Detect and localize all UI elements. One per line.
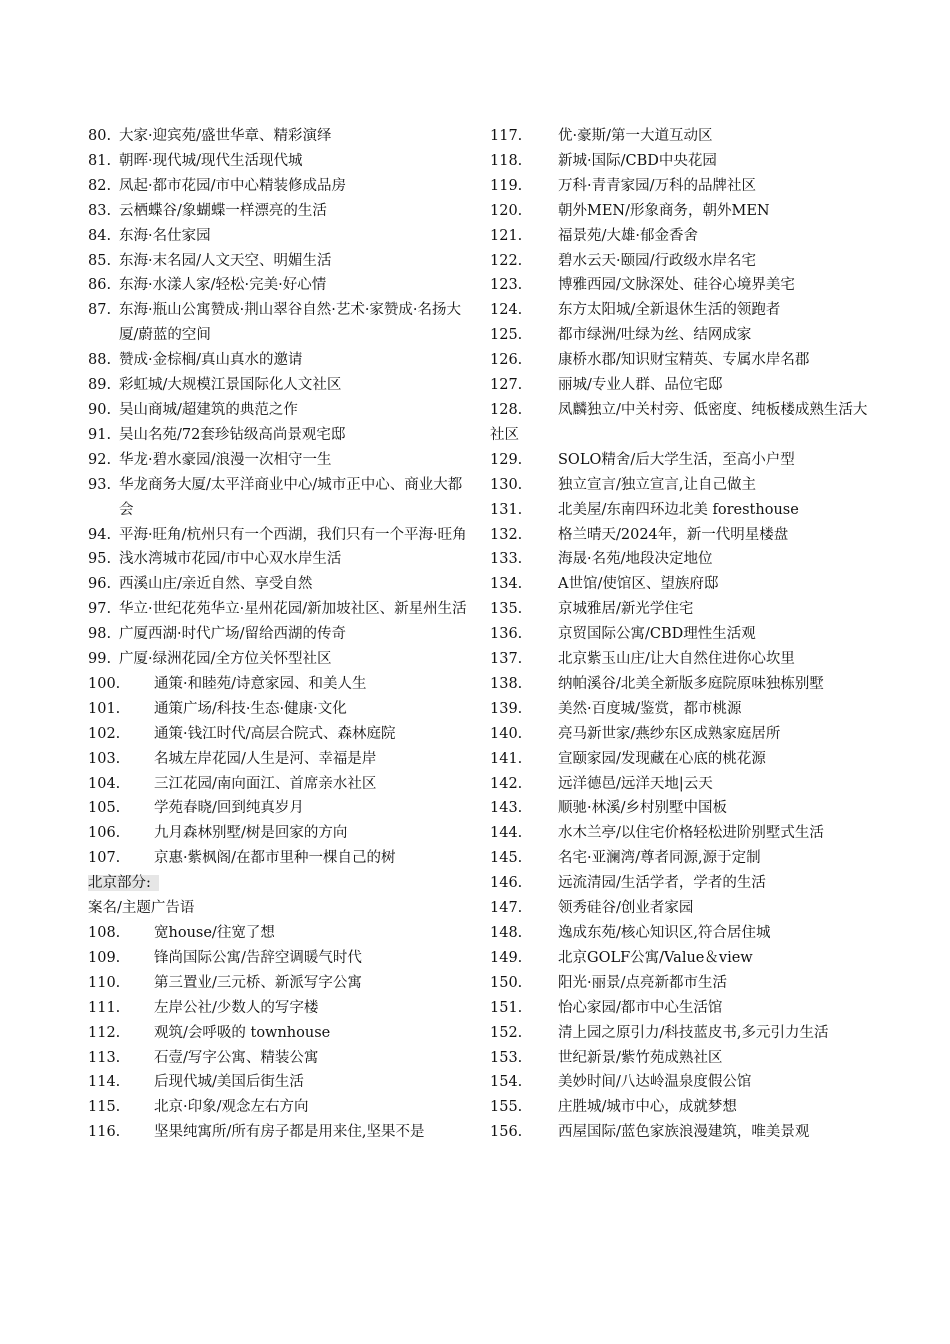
item-text: 京惠·紫枫阁/在都市里种一棵自己的树 xyxy=(154,850,396,867)
item-number: 114. xyxy=(88,1074,121,1091)
item-text: 通策·和睦苑/诗意家园、和美人生 xyxy=(154,675,367,692)
item-number: 109. xyxy=(88,949,121,966)
item-number: 96. xyxy=(88,576,112,593)
list-item xyxy=(490,224,870,249)
item-text: 领秀硅谷/创业者家园 xyxy=(558,900,694,917)
list-item xyxy=(88,398,470,423)
list-item xyxy=(490,273,870,298)
list-item xyxy=(490,971,870,996)
list-item xyxy=(88,373,470,398)
list-item xyxy=(490,946,870,971)
item-text: 广厦西湖·时代广场/留给西湖的传奇 xyxy=(119,626,346,643)
section-heading-text: 北京部分: xyxy=(88,875,159,891)
list-item xyxy=(490,199,870,224)
list-item xyxy=(88,971,470,996)
item-text: 格兰晴天/2024年，新一代明星楼盘 xyxy=(558,526,789,543)
item-number: 110. xyxy=(88,974,121,991)
list-item xyxy=(490,647,870,672)
item-number: 137. xyxy=(490,651,523,668)
list-item xyxy=(88,722,470,747)
item-text: SOLO精舍/后大学生活，至高小户型 xyxy=(558,451,795,468)
item-number: 89. xyxy=(88,377,112,394)
list-item xyxy=(490,498,870,523)
item-number: 104. xyxy=(88,775,121,792)
item-text: 华龙·碧水豪园/浪漫一次相守一生 xyxy=(119,451,332,468)
list-item xyxy=(490,398,870,448)
item-number: 126. xyxy=(490,352,523,369)
list-item xyxy=(490,473,870,498)
list-item xyxy=(490,697,870,722)
item-text: 京贸国际公寓/CBD理性生活观 xyxy=(558,626,756,643)
item-text: 通策广场/科技·生态·健康·文化 xyxy=(154,700,347,717)
item-text: 纳帕溪谷/北美全新版多庭院原味独栋别墅 xyxy=(558,675,824,692)
list-item xyxy=(88,473,470,523)
list-item xyxy=(490,772,870,797)
item-number: 127. xyxy=(490,377,523,394)
item-text: 平海·旺角/杭州只有一个西湖，我们只有一个平海·旺角 xyxy=(119,526,467,543)
list-item xyxy=(490,796,870,821)
item-number: 88. xyxy=(88,352,112,369)
right-column xyxy=(490,124,870,1145)
list-item xyxy=(490,523,870,548)
item-number: 111. xyxy=(88,999,121,1016)
item-number: 105. xyxy=(88,800,121,817)
list-item xyxy=(490,597,870,622)
item-number: 150. xyxy=(490,974,523,991)
list-item xyxy=(490,921,870,946)
item-text: 北京·印象/观念左右方向 xyxy=(154,1099,309,1116)
item-number: 108. xyxy=(88,925,121,941)
list-item xyxy=(490,124,870,149)
list-item xyxy=(88,423,470,448)
list-item xyxy=(88,622,470,647)
item-number: 154. xyxy=(490,1074,523,1091)
item-text: 逸成东苑/核心知识区,符合居住城 xyxy=(558,925,771,941)
item-number: 112. xyxy=(88,1024,121,1041)
list-item xyxy=(490,996,870,1021)
item-number: 119. xyxy=(490,177,523,194)
item-number: 92. xyxy=(88,451,112,468)
list-item xyxy=(490,622,870,647)
item-number: 84. xyxy=(88,227,112,244)
item-text: 远流清园/生活学者，学者的生活 xyxy=(558,875,766,892)
list-item xyxy=(88,523,470,548)
item-number: 156. xyxy=(490,1124,523,1141)
item-number: 132. xyxy=(490,526,523,543)
item-text: 京城雅居/新光学住宅 xyxy=(558,601,694,618)
list-item xyxy=(88,647,470,672)
list-item xyxy=(88,821,470,846)
list-item xyxy=(88,672,470,697)
item-number: 123. xyxy=(490,277,523,294)
item-number: 145. xyxy=(490,850,523,867)
list-item xyxy=(490,722,870,747)
list-item xyxy=(88,348,470,373)
left-column xyxy=(88,124,470,1145)
list-item xyxy=(490,323,870,348)
list-item xyxy=(88,747,470,772)
item-number: 147. xyxy=(490,900,523,917)
item-number: 141. xyxy=(490,750,523,767)
item-text: 赞成·金棕榈/真山真水的邀请 xyxy=(119,352,303,369)
list-item xyxy=(490,348,870,373)
item-number: 93. xyxy=(88,476,112,493)
item-text: 三江花园/南向面江、首席亲水社区 xyxy=(154,775,377,792)
list-item xyxy=(490,174,870,199)
list-item xyxy=(490,871,870,896)
item-number: 102. xyxy=(88,725,121,742)
list-item xyxy=(490,1021,870,1046)
item-text: 独立宣言/独立宣言,让自己做主 xyxy=(558,476,756,493)
item-number: 153. xyxy=(490,1049,523,1066)
item-text: 顺驰·林溪/乡村别墅中国板 xyxy=(558,800,727,817)
item-text: 第三置业/三元桥、新派写字公寓 xyxy=(154,974,362,991)
item-text: 大家·迎宾苑/盛世华章、精彩演绎 xyxy=(119,128,332,144)
item-number: 140. xyxy=(490,725,523,742)
item-number: 131. xyxy=(490,501,523,518)
list-item xyxy=(490,298,870,323)
list-item xyxy=(88,174,470,199)
item-text: 吴山商城/超建筑的典范之作 xyxy=(119,401,298,418)
item-number: 80. xyxy=(88,128,112,144)
list-item xyxy=(88,249,470,274)
item-text: 北京紫玉山庄/让大自然住进你心坎里 xyxy=(558,651,795,668)
list-item xyxy=(490,1120,870,1145)
item-number: 86. xyxy=(88,277,112,294)
item-number: 101. xyxy=(88,700,121,717)
list-item xyxy=(88,1120,470,1145)
item-number: 149. xyxy=(490,949,523,966)
item-number: 148. xyxy=(490,925,523,941)
list-item xyxy=(88,772,470,797)
item-text: 石壹/写字公寓、精装公寓 xyxy=(154,1049,319,1066)
list-item xyxy=(490,448,870,473)
item-number: 83. xyxy=(88,202,112,219)
item-number: 82. xyxy=(88,177,112,194)
item-text: 学苑春晓/回到纯真岁月 xyxy=(154,800,304,817)
item-number: 103. xyxy=(88,750,121,767)
list-item xyxy=(88,1046,470,1071)
item-text: 坚果纯寓所/所有房子都是用来住,坚果不是 xyxy=(154,1124,425,1141)
item-text: 优·豪斯/第一大道互动区 xyxy=(558,128,713,144)
list-item xyxy=(490,672,870,697)
list-item xyxy=(88,796,470,821)
item-number: 115. xyxy=(88,1099,121,1116)
item-number: 152. xyxy=(490,1024,523,1041)
list-item xyxy=(490,1070,870,1095)
item-number: 118. xyxy=(490,152,523,169)
item-text: 东海·瓶山公寓赞成·荆山翠谷自然·艺术·家赞成·名扬大厦/蔚蓝的空间 xyxy=(119,302,462,344)
item-text: 名城左岸花园/人生是河、幸福是岸 xyxy=(154,750,377,767)
item-text: 万科·青青家园/万科的品牌社区 xyxy=(558,177,756,194)
item-number: 138. xyxy=(490,675,523,692)
item-text: 怡心家园/都市中心生活馆 xyxy=(558,999,723,1016)
item-text: 丽城/专业人群、品位宅邸 xyxy=(558,377,723,394)
item-text: 阳光·丽景/点亮新都市生活 xyxy=(558,974,727,991)
list-item xyxy=(490,747,870,772)
item-number: 122. xyxy=(490,252,523,269)
list-item xyxy=(490,896,870,921)
list-item xyxy=(490,149,870,174)
list-item xyxy=(88,298,470,348)
list-item xyxy=(88,199,470,224)
item-text: 海晟·名苑/地段决定地位 xyxy=(558,551,713,568)
item-number: 124. xyxy=(490,302,523,319)
subheading: 案名/主题广告语 xyxy=(88,900,195,917)
item-text: 后现代城/美国后街生活 xyxy=(154,1074,304,1091)
item-text: 彩虹城/大规模江景国际化人文社区 xyxy=(119,377,342,394)
item-text: 观筑/会呼吸的 townhouse xyxy=(154,1024,331,1041)
item-text: 康桥水郡/知识财宝精英、专属水岸名郡 xyxy=(558,352,810,369)
item-text: 西屋国际/蓝色家族浪漫建筑，唯美景观 xyxy=(558,1124,810,1141)
item-text: 西溪山庄/亲近自然、享受自然 xyxy=(119,576,313,593)
item-text: 东海·水漾人家/轻松·完美·好心情 xyxy=(119,277,327,294)
item-number: 142. xyxy=(490,775,523,792)
item-number: 134. xyxy=(490,576,523,593)
item-number: 155. xyxy=(490,1099,523,1116)
item-number: 98. xyxy=(88,626,112,643)
list-item xyxy=(88,224,470,249)
item-text: 世纪新景/紫竹苑成熟社区 xyxy=(558,1049,723,1066)
item-number: 113. xyxy=(88,1049,121,1066)
item-number: 85. xyxy=(88,252,112,269)
item-text: 华龙商务大厦/太平洋商业中心/城市正中心、商业大都会 xyxy=(119,476,463,518)
list-item xyxy=(88,996,470,1021)
item-number: 107. xyxy=(88,850,121,867)
item-number: 87. xyxy=(88,302,112,319)
item-text: 宣颐家园/发现藏在心底的桃花源 xyxy=(558,750,766,767)
item-text: 清上园之原引力/科技蓝皮书,多元引力生活 xyxy=(558,1024,829,1041)
list-item xyxy=(88,124,470,149)
list-item xyxy=(88,921,470,946)
item-text: 华立·世纪花苑华立·星州花园/新加坡社区、新星州生活 xyxy=(119,601,467,618)
item-text: 东海·末名园/人文天空、明媚生活 xyxy=(119,252,332,269)
item-text: 水木兰亭/以住宅价格轻松进阶别墅式生活 xyxy=(558,825,824,842)
item-number: 128. xyxy=(490,401,523,418)
item-number: 143. xyxy=(490,800,523,817)
item-number: 151. xyxy=(490,999,523,1016)
item-number: 120. xyxy=(490,202,523,219)
list-item xyxy=(88,547,470,572)
item-number: 94. xyxy=(88,526,112,543)
list-item xyxy=(490,821,870,846)
item-number: 100. xyxy=(88,675,121,692)
list-item xyxy=(88,149,470,174)
list-item xyxy=(88,1021,470,1046)
list-item xyxy=(88,1070,470,1095)
list-item xyxy=(490,1095,870,1120)
item-text: 凤麟独立/中关村旁、低密度、纯板楼成熟生活大社区 xyxy=(490,401,868,443)
list-item xyxy=(490,846,870,871)
item-text: 名宅·亚澜湾/尊者同源,源于定制 xyxy=(558,850,761,867)
item-number: 106. xyxy=(88,825,121,842)
item-number: 130. xyxy=(490,476,523,493)
list-item xyxy=(88,1095,470,1120)
item-number: 97. xyxy=(88,601,112,618)
item-number: 121. xyxy=(490,227,523,244)
item-number: 136. xyxy=(490,626,523,643)
item-number: 146. xyxy=(490,875,523,892)
item-text: 九月森林别墅/树是回家的方向 xyxy=(154,825,348,842)
list-item xyxy=(88,697,470,722)
item-text: 广厦·绿洲花园/全方位关怀型社区 xyxy=(119,651,332,668)
list-item xyxy=(490,547,870,572)
item-text: 新城·国际/CBD中央花园 xyxy=(558,152,717,169)
list-item xyxy=(88,946,470,971)
item-text: 朝晖·现代城/现代生活现代城 xyxy=(119,152,303,169)
item-text: 锋尚国际公寓/告辞空调暖气时代 xyxy=(154,949,362,966)
item-text: 吴山名苑/72套珍钻级高尚景观宅邸 xyxy=(119,426,346,443)
item-text: A世馆/使馆区、望族府邸 xyxy=(558,576,719,593)
item-text: 都市绿洲/吐绿为丝、结网成家 xyxy=(558,327,752,344)
item-text: 碧水云天·颐园/行政级水岸名宅 xyxy=(558,252,756,269)
list-item xyxy=(88,273,470,298)
item-text: 庄胜城/城市中心，成就梦想 xyxy=(558,1099,737,1116)
list-item xyxy=(88,846,470,871)
item-number: 95. xyxy=(88,551,112,568)
item-text: 博雅西园/文脉深处、硅谷心境界美宅 xyxy=(558,277,795,294)
list-item xyxy=(88,572,470,597)
list-item xyxy=(88,597,470,622)
item-text: 北美屋/东南四环边北美 foresthouse xyxy=(558,501,799,518)
item-text: 亮马新世家/燕纱东区成熟家庭居所 xyxy=(558,725,781,742)
item-number: 139. xyxy=(490,700,523,717)
item-text: 浅水湾城市花园/市中心双水岸生活 xyxy=(119,551,342,568)
item-text: 美妙时间/八达岭温泉度假公馆 xyxy=(558,1074,752,1091)
item-text: 通策·钱江时代/高层合院式、森林庭院 xyxy=(154,725,396,742)
item-number: 81. xyxy=(88,152,112,169)
item-text: 朝外MEN/形象商务，朝外MEN xyxy=(558,202,770,219)
item-number: 144. xyxy=(490,825,523,842)
item-number: 125. xyxy=(490,327,523,344)
item-text: 左岸公社/少数人的写字楼 xyxy=(154,999,319,1016)
item-text: 云栖蝶谷/象蝴蝶一样漂亮的生活 xyxy=(119,202,327,219)
item-number: 133. xyxy=(490,551,523,568)
section-heading xyxy=(88,871,470,896)
list-item xyxy=(490,249,870,274)
list-item xyxy=(490,1046,870,1071)
item-text: 凤起·都市花园/市中心精装修成品房 xyxy=(119,177,346,194)
item-text: 远洋德邑/远洋天地|云天 xyxy=(558,775,713,792)
item-number: 135. xyxy=(490,601,523,618)
item-text: 东方太阳城/全新退休生活的领跑者 xyxy=(558,302,781,319)
list-item xyxy=(490,572,870,597)
list-item xyxy=(490,373,870,398)
item-number: 117. xyxy=(490,128,523,144)
item-number: 90. xyxy=(88,401,112,418)
item-text: 东海·名仕家园 xyxy=(119,227,211,244)
item-number: 129. xyxy=(490,451,523,468)
item-text: 美然·百度城/鉴赏，都市桃源 xyxy=(558,700,742,717)
item-number: 99. xyxy=(88,651,112,668)
list-item xyxy=(88,448,470,473)
item-text: 北京GOLF公寓/Value＆view xyxy=(558,949,753,966)
item-text: 福景苑/大雄·郁金香舍 xyxy=(558,227,698,244)
item-number: 116. xyxy=(88,1124,121,1141)
item-number: 91. xyxy=(88,426,112,443)
item-text: 宽house/往宽了想 xyxy=(154,925,275,941)
